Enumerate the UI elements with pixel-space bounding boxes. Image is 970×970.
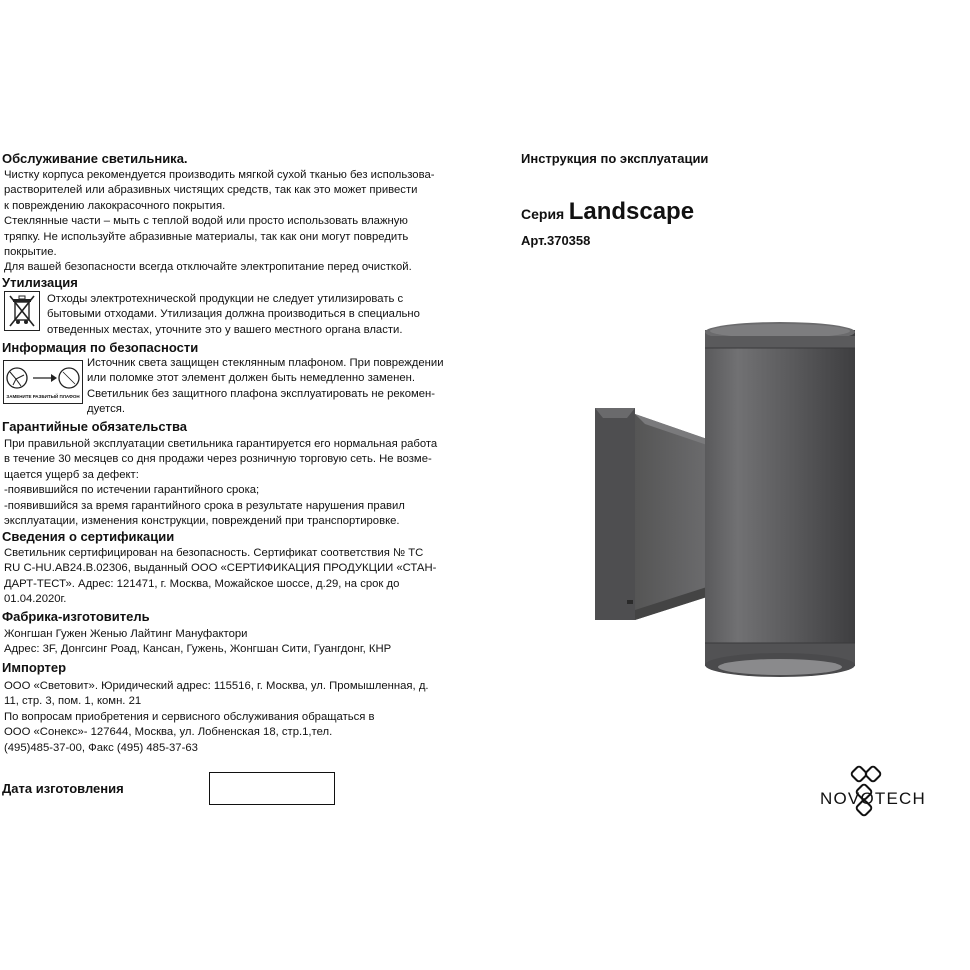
warranty-line: -появившийся за время гарантийного срока в результате нарушения правил — [4, 499, 405, 512]
safety-line: Светильник без защитного плафона эксплуатировать не рекомен- — [87, 387, 436, 400]
certification-line: RU C-HU.AB24.B.02306, выданный ООО «СЕРТИФИКАЦИЯ ПРОДУКЦИИ «СТАН- — [4, 562, 437, 575]
safety-heading: Информация по безопасности — [2, 340, 199, 355]
product-image — [585, 318, 875, 688]
safety-text — [87, 356, 444, 418]
disposal-text — [47, 292, 420, 338]
factory-line: Жонгшан Гужен Женью Лайтинг Мануфактори — [4, 628, 248, 640]
maintenance-line: тряпку. Не используйте абразивные материалы, так как они могут повредить — [4, 230, 409, 243]
maintenance-line: покрытие. — [4, 246, 57, 259]
maintenance-line: Стеклянные части – мыть с теплой водой или просто использовать влажную — [4, 215, 408, 228]
importer-line: (495)485-37-00, Факс (495) 485-37-63 — [4, 741, 198, 754]
warranty-heading: Гарантийные обязательства — [2, 419, 187, 434]
factory-heading: Фабрика-изготовитель — [2, 609, 150, 624]
series-label: Серия — [521, 206, 565, 222]
warranty-line: щается ущерб за дефект: — [4, 468, 139, 481]
importer-text — [4, 679, 429, 756]
certification-text — [4, 546, 436, 608]
replace-broken-shade-icon — [3, 360, 83, 404]
certification-line: ДАРТ-ТЕСТ». Адрес: 121471, г. Москва, Можайское шоссе, д.29, на срок до — [4, 577, 400, 590]
series-name: Landscape — [568, 198, 695, 225]
manufacture-date-field — [209, 772, 335, 805]
maintenance-text — [4, 168, 435, 276]
importer-line: ООО «Световит». Юридический адрес: 115516, г. Москва, ул. Промышленная, д. — [4, 680, 429, 692]
maintenance-heading: Обслуживание светильника. — [2, 151, 188, 166]
disposal-line: отведенных местах, уточните это у вашего местного органа власти. — [47, 323, 403, 336]
certification-heading: Сведения о сертификации — [2, 529, 175, 544]
maintenance-line: Чистку корпуса рекомендуется производить мягкой сухой тканью без использова- — [4, 169, 435, 181]
weee-bin-icon — [4, 291, 40, 331]
warranty-line: При правильной эксплуатации светильника гарантируется его нормальная работа — [4, 438, 438, 450]
disposal-line: Отходы электротехнической продукции не следует утилизировать с — [47, 293, 404, 305]
warranty-text — [4, 437, 437, 529]
factory-line: Адрес: 3F, Донгсинг Роад, Кансан, Гужень, Жонгшан Сити, Гуангдонг, КНР — [4, 643, 392, 656]
replace-shade-caption: ЗАМЕНИТЕ РАЗБИТЫЙ ПЛАФОН — [6, 394, 80, 399]
manufacture-date-label: Дата изготовления — [2, 781, 124, 796]
warranty-line: -появившийся по истечении гарантийного срока; — [4, 484, 260, 497]
certification-line: 01.04.2020г. — [4, 593, 67, 606]
safety-line: Источник света защищен стеклянным плафоном. При повреждении — [87, 357, 444, 369]
maintenance-line: к повреждению лакокрасочного покрытия. — [4, 199, 226, 212]
maintenance-line: Для вашей безопасности всегда отключайте электропитание перед очисткой. — [4, 261, 412, 274]
article-number: Арт.370358 — [521, 233, 591, 248]
importer-line: 11, стр. 3, пом. 1, комн. 21 — [4, 695, 142, 708]
maintenance-line: растворителей или абразивных чистящих средств, так как это может привести — [4, 184, 418, 197]
importer-heading: Импортер — [2, 660, 67, 675]
safety-line: или поломке этот элемент должен быть немедленно заменен. — [87, 372, 415, 385]
series-line — [521, 198, 694, 226]
factory-text — [4, 627, 391, 658]
brand-name: NOVOTECH — [820, 789, 926, 808]
safety-line: дуется. — [87, 403, 125, 416]
warranty-line: в течение 30 месяцев со дня продажи через розничную торговую сеть. Не возме- — [4, 453, 432, 466]
warranty-line: эксплуатации, изменения конструкции, повреждений при транспортировке. — [4, 515, 400, 528]
importer-line: По вопросам приобретения и сервисного обслуживания обращаться в — [4, 710, 375, 723]
certification-line: Светильник сертифицирован на безопасность. Сертификат соответствия № ТС — [4, 547, 424, 559]
importer-line: ООО «Сонекс»- 127644, Москва, ул. Лобненская 18, стр.1,тел. — [4, 726, 333, 739]
disposal-heading: Утилизация — [2, 275, 78, 290]
manual-title: Инструкция по эксплуатации — [521, 151, 709, 166]
disposal-line: бытовыми отходами. Утилизация должна производиться в специально — [47, 308, 420, 321]
